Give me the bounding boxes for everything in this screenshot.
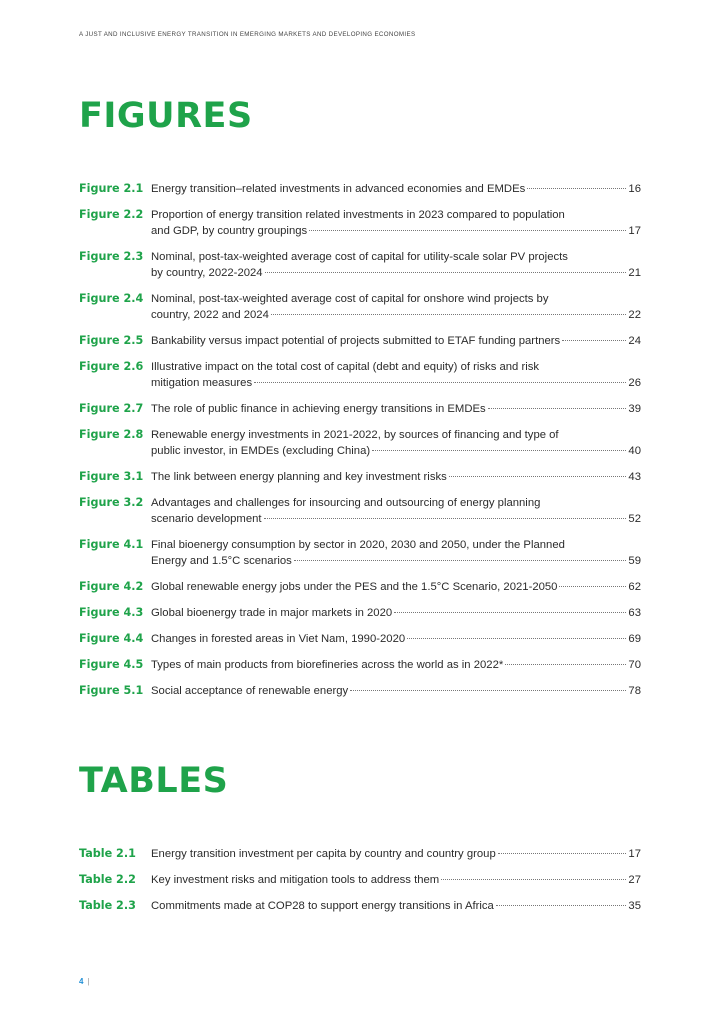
figure-title-line: Illustrative impact on the total cost of capital (debt and equity) of risks and risk <box>151 361 540 373</box>
figure-page-number: 63 <box>628 607 641 619</box>
table-title-line: Energy transition investment per capita by country and country group <box>151 848 496 860</box>
figure-label: Figure 2.2 <box>79 208 144 221</box>
figure-page-number: 21 <box>628 267 641 279</box>
figure-title <box>151 291 641 323</box>
table-page-number: 27 <box>628 874 641 886</box>
figure-entry[interactable] <box>79 249 641 281</box>
figure-page-number: 40 <box>628 445 641 457</box>
dot-leader <box>496 905 627 906</box>
table-entry[interactable] <box>79 898 641 914</box>
figure-title-line: Global renewable energy jobs under the PES and the 1.5°C Scenario, 2021-2050 <box>151 581 558 593</box>
dot-leader <box>407 638 626 639</box>
dot-leader <box>350 690 626 691</box>
table-entry[interactable] <box>79 872 641 888</box>
dot-leader <box>562 340 626 341</box>
figure-title-line: by country, 2022-2024 <box>151 267 263 279</box>
dot-leader <box>294 560 627 561</box>
dot-leader <box>441 879 626 880</box>
figure-title-line: and GDP, by country groupings <box>151 225 308 237</box>
figure-entry[interactable] <box>79 359 641 391</box>
figure-label: Figure 5.1 <box>79 684 144 697</box>
figure-title-line: public investor, in EMDEs (excluding China) <box>151 445 371 457</box>
figure-entry[interactable] <box>79 401 641 417</box>
dot-leader <box>505 664 626 665</box>
figure-title-line: Energy and 1.5°C scenarios <box>151 555 292 567</box>
dot-leader <box>488 408 627 409</box>
figure-page-number: 52 <box>628 513 641 525</box>
figures-heading: FIGURES <box>79 96 253 136</box>
dot-leader <box>309 230 626 231</box>
dot-leader <box>449 476 627 477</box>
figure-entry[interactable] <box>79 657 641 673</box>
table-label: Table 2.2 <box>79 873 136 886</box>
figure-title-line: Nominal, post-tax-weighted average cost of capital for utility-scale solar PV projects <box>151 251 568 263</box>
figure-title-line: Advantages and challenges for insourcing and outsourcing of energy planning <box>151 497 541 509</box>
table-title <box>151 846 641 862</box>
figure-title-line: Global bioenergy trade in major markets in 2020 <box>151 607 393 619</box>
figure-entry[interactable] <box>79 495 641 527</box>
tables-heading: TABLES <box>79 761 229 801</box>
figure-title-line: Nominal, post-tax-weighted average cost of capital for onshore wind projects by <box>151 293 549 305</box>
figure-page-number: 70 <box>628 659 641 671</box>
figure-title <box>151 605 641 621</box>
running-header: A JUST AND INCLUSIVE ENERGY TRANSITION IN EMERGING MARKETS AND DEVELOPING ECONOMIES <box>79 31 416 38</box>
figure-title <box>151 207 641 239</box>
figure-title <box>151 401 641 417</box>
figure-entry[interactable] <box>79 631 641 647</box>
figure-title <box>151 579 641 595</box>
table-label: Table 2.1 <box>79 847 136 860</box>
dot-leader <box>527 188 626 189</box>
figure-title <box>151 537 641 569</box>
figure-label: Figure 2.8 <box>79 428 144 441</box>
dot-leader <box>498 853 627 854</box>
page-number-value: 4 <box>79 977 84 986</box>
figure-page-number: 39 <box>628 403 641 415</box>
figure-title <box>151 657 641 673</box>
figure-page-number: 43 <box>628 471 641 483</box>
figure-title-line: The link between energy planning and key investment risks <box>151 471 447 483</box>
figure-entry[interactable] <box>79 181 641 197</box>
table-title-line: Commitments made at COP28 to support energy transitions in Africa <box>151 900 494 912</box>
figure-label: Figure 4.3 <box>79 606 144 619</box>
dot-leader <box>559 586 626 587</box>
figure-page-number: 69 <box>628 633 641 645</box>
table-title <box>151 872 641 888</box>
figure-page-number: 62 <box>628 581 641 593</box>
figure-title <box>151 469 641 485</box>
figure-label: Figure 2.7 <box>79 402 144 415</box>
figure-title <box>151 249 641 281</box>
figure-title-line: Changes in forested areas in Viet Nam, 1990-2020 <box>151 633 406 645</box>
figure-label: Figure 4.1 <box>79 538 144 551</box>
dot-leader <box>254 382 626 383</box>
figure-entry[interactable] <box>79 579 641 595</box>
figure-page-number: 16 <box>628 183 641 195</box>
figure-page-number: 22 <box>628 309 641 321</box>
figure-title <box>151 495 641 527</box>
table-page-number: 17 <box>628 848 641 860</box>
figure-title-line: Social acceptance of renewable energy <box>151 685 349 697</box>
dot-leader <box>264 518 627 519</box>
figure-label: Figure 3.2 <box>79 496 144 509</box>
figure-title-line: Bankability versus impact potential of projects submitted to ETAF funding partners <box>151 335 561 347</box>
page-number-separator: | <box>87 977 90 986</box>
figure-title <box>151 683 641 699</box>
page-number <box>79 977 90 986</box>
figure-label: Figure 4.4 <box>79 632 144 645</box>
figure-title <box>151 359 641 391</box>
figure-label: Figure 3.1 <box>79 470 144 483</box>
figure-page-number: 59 <box>628 555 641 567</box>
figures-list <box>79 181 641 709</box>
figure-entry[interactable] <box>79 291 641 323</box>
figure-entry[interactable] <box>79 683 641 699</box>
figure-page-number: 78 <box>628 685 641 697</box>
figure-label: Figure 4.5 <box>79 658 144 671</box>
figure-title <box>151 427 641 459</box>
figure-title <box>151 181 641 197</box>
figure-page-number: 26 <box>628 377 641 389</box>
figure-label: Figure 4.2 <box>79 580 144 593</box>
tables-list <box>79 846 641 924</box>
figure-label: Figure 2.6 <box>79 360 144 373</box>
figure-title-line: Energy transition–related investments in advanced economies and EMDEs <box>151 183 526 195</box>
figure-title-line: Renewable energy investments in 2021-2022, by sources of financing and type of <box>151 429 559 441</box>
figure-label: Figure 2.3 <box>79 250 144 263</box>
figure-page-number: 24 <box>628 335 641 347</box>
figure-entry[interactable] <box>79 605 641 621</box>
table-title-line: Key investment risks and mitigation tools to address them <box>151 874 440 886</box>
figure-title-line: scenario development <box>151 513 262 525</box>
dot-leader <box>372 450 626 451</box>
figure-entry[interactable] <box>79 469 641 485</box>
figure-title-line: The role of public finance in achieving energy transitions in EMDEs <box>151 403 486 415</box>
table-page-number: 35 <box>628 900 641 912</box>
figure-title <box>151 631 641 647</box>
figure-title <box>151 333 641 349</box>
dot-leader <box>394 612 626 613</box>
dot-leader <box>271 314 627 315</box>
dot-leader <box>265 272 627 273</box>
figure-entry[interactable] <box>79 333 641 349</box>
figure-label: Figure 2.1 <box>79 182 144 195</box>
figure-entry[interactable] <box>79 427 641 459</box>
table-label: Table 2.3 <box>79 899 136 912</box>
figure-entry[interactable] <box>79 537 641 569</box>
figure-title-line: Types of main products from biorefineries across the world as in 2022* <box>151 659 504 671</box>
figure-title-line: country, 2022 and 2024 <box>151 309 269 321</box>
figure-page-number: 17 <box>628 225 641 237</box>
table-title <box>151 898 641 914</box>
figure-title-line: Proportion of energy transition related investments in 2023 compared to population <box>151 209 565 221</box>
figure-entry[interactable] <box>79 207 641 239</box>
table-entry[interactable] <box>79 846 641 862</box>
figure-label: Figure 2.4 <box>79 292 144 305</box>
figure-label: Figure 2.5 <box>79 334 144 347</box>
figure-title-line: mitigation measures <box>151 377 253 389</box>
figure-title-line: Final bioenergy consumption by sector in 2020, 2030 and 2050, under the Planned <box>151 539 565 551</box>
